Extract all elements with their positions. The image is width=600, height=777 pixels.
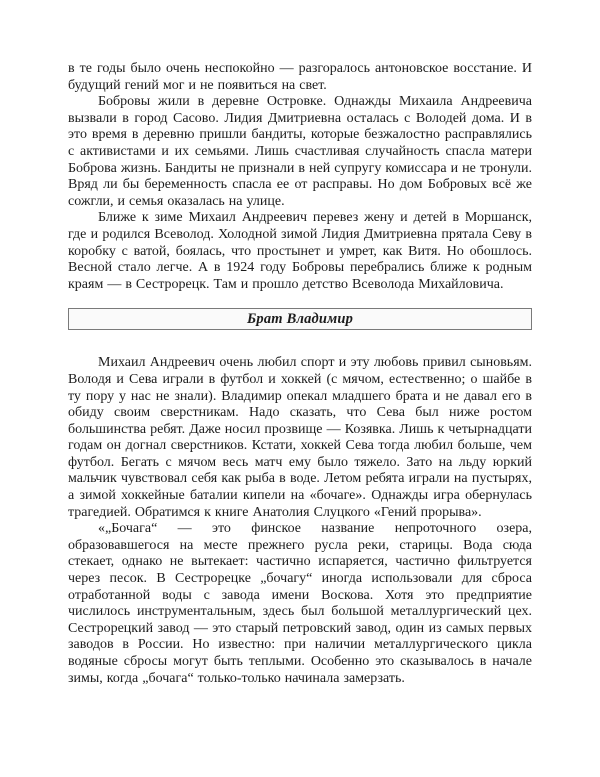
section-heading-box bbox=[68, 308, 532, 330]
section-heading-title: Брат Владимир bbox=[246, 310, 354, 327]
paragraph: в те годы было очень неспокойно — разгоралось антоновское восстание. И будущий гений мог и не появиться на свет. bbox=[68, 61, 532, 93]
paragraph: Ближе к зиме Михаил Андреевич перевез жену и детей в Моршанск, где и родился Всеволод. Холодной зимой Лидия Дмитриевна прятала Севу в коробку с ватой, боялась, что простынет и умрет, как Витя. Но обошлось. Весной стало легче. А в 1924 году Бобровы перебрались ближе к родным краям — в Сестрорецк. Там и прошло детство Всеволода Михайловича. bbox=[68, 210, 532, 292]
paragraph: Михаил Андреевич очень любил спорт и эту любовь привил сыновьям. Володя и Сева играли в футбол и хоккей (с мячом, естественно; о шайбе в ту пору у нас не знали). Владимир опекал младшего брата и не давал его в обиду своим сверстникам. Надо сказать, что Сева был ниже ростом большинства ребят. Даже носил прозвище — Козявка. Лишь к четырнадцати годам он догнал сверстников. Кстати, хоккей Сева тогда любил больше, чем футбол. Бегать с мячом весь матч ему было тяжело. Зато на льду юркий мальчик чувствовал себя как рыба в воде. Летом ребята играли на пустырях, а зимой хоккейные баталии кипели на «бочаге». Однажды игра обернулась трагедией. Обратимся к книге Анатолия Слуцкого «Гений прорыва». bbox=[68, 355, 532, 520]
page-text-column bbox=[68, 61, 532, 687]
paragraph: Бобровы жили в деревне Островке. Однажды Михаила Андреевича вызвали в город Сасово. Лидия Дмитриевна осталась с Володей дома. И в это время в деревню пришли бандиты, которые безжалостно расправлялись с активистами и их семьями. Лишь счастливая случайность спасла матери Боброва жизнь. Бандиты не признали в ней супругу комиссара и не тронули. Вряд ли бы беременность спасла ее от расправы. Но дом Бобровых всё же сожгли, и семья оказалась на улице. bbox=[68, 94, 532, 209]
paragraph: «„Бочага“ — это финское название непроточного озера, образовавшегося на месте прежнего русла реки, старицы. Вода сюда стекает, однако не вытекает: частично испаряется, частично фильтруется через песок. В Сестрорецке „бочагу“ иногда использовали для сброса отработанной воды с завода имени Воскова. Хотя это предприятие числилось инструментальным, здесь был большой металлургический цех. Сестрорецкий завод — это старый петровский завод, один из самых первых заводов в России. Но известно: при наличии металлургического цикла водяные сбросы могут быть теплыми. Особенно это сказывалось в начале зимы, когда „бочага“ только-только начинала замерзать. bbox=[68, 521, 532, 686]
